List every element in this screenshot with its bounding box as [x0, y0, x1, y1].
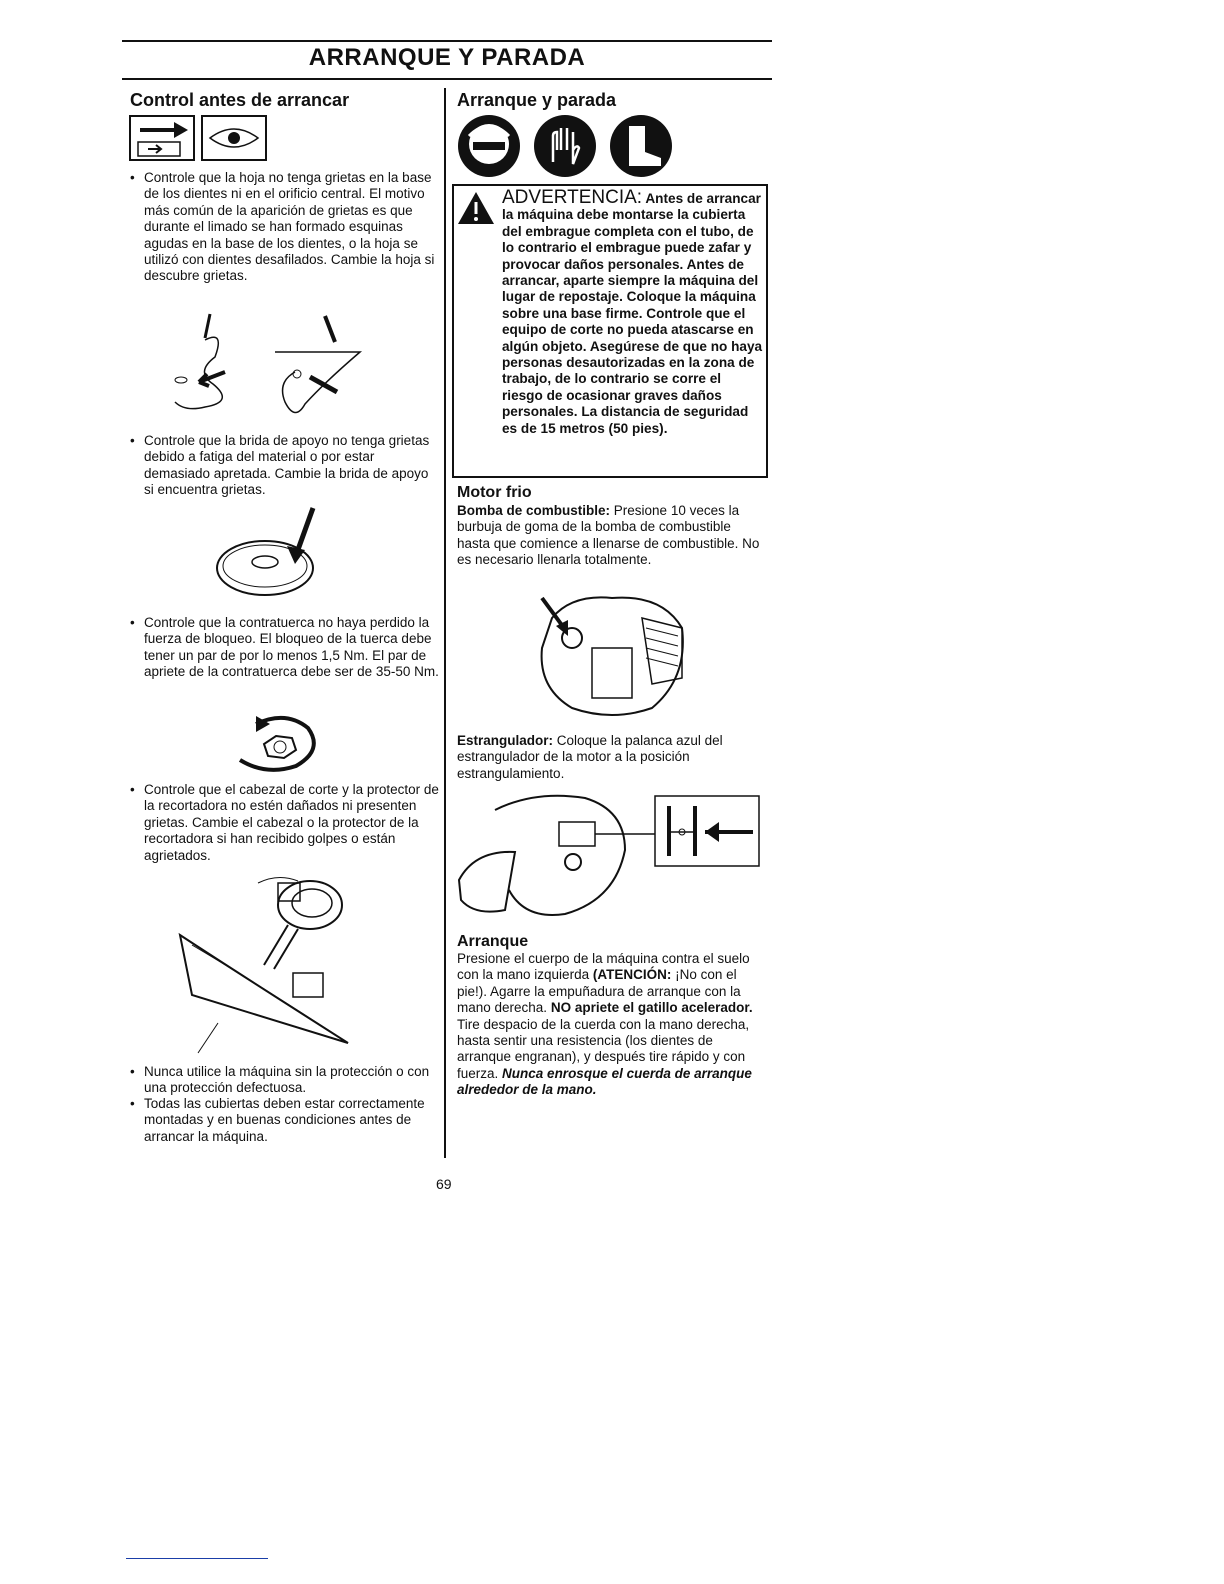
bullet-flange: • Controle que la brida de apoyo no tenga grietas debido a fatiga del material o por estar demasiado apretada. Cambie la brida de apoyo si encuentra grietas. [130, 433, 440, 499]
right-heading: Arranque y parada [457, 90, 617, 110]
bullet-trimmer-head: • Controle que el cabezal de corte y la protector de la recortadora no estén dañados ni presenten grietas. Cambie el cabezal o la protector de la recortadora si han recibido golpes o están agrietados. [130, 782, 440, 864]
support-flange-illustration [215, 506, 325, 606]
fuel-pump-text: Presione 10 veces la burbuja de goma de la bomba de combustible hasta que comience a llenarse de combustible. No es necesario llenarla totalmente. [457, 503, 760, 568]
footer-line [126, 1558, 268, 1559]
ppe-icons [457, 114, 673, 178]
page-title: ARRANQUE Y PARADA [308, 44, 586, 71]
start-text-1: Presione el cuerpo de la máquina contra el suelo con la mano izquierda [457, 951, 750, 983]
warning-triangle-icon [456, 190, 496, 226]
start-text-3: Tire despacio de la cuerda con la mano derecha, hasta sentir una resistencia (los dientes de arranque engranan), y después tire rápido y con fuerza. [457, 1016, 750, 1081]
column-divider [444, 88, 446, 1158]
warning-body: Antes de arrancar la máquina debe montarse la cubierta del embrague completa con el tubo, de lo contrario el embrague puede zafar y provocar daños personales. Antes de arrancar, aparte siempre la máquina del lugar de repostaje. Coloque la máquina sobre una base firme. Controle que el equipo de corte no pueda atascarse en algún objeto. Asegúrese de que no haya personas desautorizadas en la zona de trabajo, de lo contrario se corre el riesgo de ocasionar graves daños personales. La distancia de seguridad es de 15 metros (50 pies). [502, 191, 763, 436]
blade-crack-illustration [165, 312, 365, 422]
locknut-illustration [226, 710, 326, 780]
page-number: 69 [436, 1176, 452, 1192]
choke-paragraph [457, 733, 767, 782]
arranque-heading: Arranque [457, 933, 529, 950]
start-instructions [457, 951, 767, 1099]
start-no-throttle: NO apriete el gatillo acelerador. [550, 1000, 753, 1016]
start-attention: (ATENCIÓN: [592, 967, 672, 983]
engine-fuel-pump-illustration [532, 588, 692, 723]
start-warning-italic: Nunca enrosque el cuerda de arranque alrededor de la mano. [457, 1065, 752, 1098]
warning-label: ADVERTENCIA: [502, 187, 643, 208]
choke-illustration [455, 790, 765, 920]
check-icons [130, 114, 270, 162]
top-rule [122, 40, 772, 42]
bullet-covers: • Todas las cubiertas deben estar correctamente montadas y en buenas condiciones antes de arrancar la máquina. [130, 1096, 440, 1145]
trimmer-head-illustration [178, 873, 368, 1058]
bullet-protection: • Nunca utilice la máquina sin la protección o con una protección defectuosa. [130, 1064, 440, 1097]
gloves-icon [534, 115, 596, 177]
bullet-blade: • Controle que la hoja no tenga grietas en la base de los dientes ni en el orificio central. El motivo más común de la aparición de grietas es que durante el limado se han formado esquinas agudas en la base de los dientes, o la hoja se utilizó con dientes desafilados. Cambie la hoja si descubre grietas. [130, 170, 440, 285]
fuel-pump-label: Bomba de combustible: [457, 503, 611, 518]
choke-text: Coloque la palanca azul del estrangulador de la motor a la posición estrangulamiento. [457, 733, 723, 781]
start-text-2: ¡No con el pie!). Agarre la empuñadura de arranque con la mano derecha. [457, 967, 741, 1016]
header-underline [122, 78, 772, 80]
choke-label: Estrangulador: [457, 733, 554, 748]
warning-text [502, 187, 764, 437]
fuel-pump-paragraph [457, 503, 767, 569]
motor-frio-heading: Motor frio [457, 484, 532, 501]
left-heading: Control antes de arrancar [130, 90, 350, 110]
bullet-locknut: • Controle que la contratuerca no haya perdido la fuerza de bloqueo. El bloqueo de la tuerca debe tener un par de por lo menos 1,5 Nm. El par de apriete de la contratuerca debe ser de 35-50 Nm. [130, 615, 440, 681]
